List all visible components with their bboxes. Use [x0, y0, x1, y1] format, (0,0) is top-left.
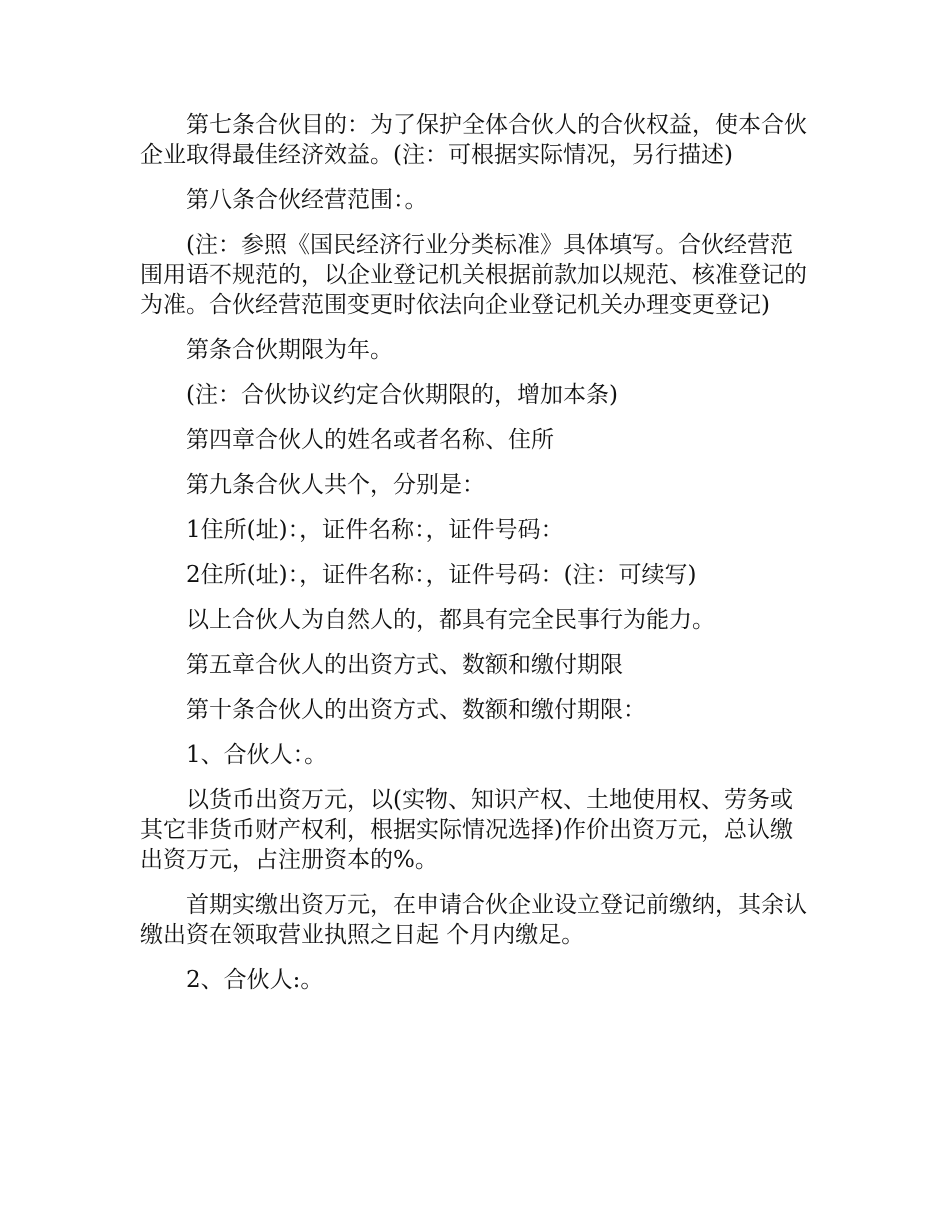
document-body: [140, 110, 812, 1010]
article-8-business-scope: 第八条合伙经营范围：。: [186, 187, 428, 213]
chapter-5-heading: 第五章合伙人的出资方式、数额和缴付期限: [186, 652, 623, 678]
natural-person-capacity: 以上合伙人为自然人的，都具有完全民事行为能力。: [186, 607, 715, 633]
article-7-purpose: 第七条合伙目的：为了保护全体合伙人的合伙权益，使本合伙企业取得最佳经济效益。(注：可根据实际情况，另行描述): [140, 112, 807, 168]
contribution-amount-clause: 以货币出资万元，以(实物、知识产权、土地使用权、劳务或其它非货币财产权利，根据实际情况选择)作价出资万元，总认缴出资万元，占注册资本的%。: [140, 787, 793, 873]
partner-1-info: 1住所(址)：，证件名称：，证件号码：: [186, 517, 564, 543]
first-payment-clause: 首期实缴出资万元，在申请合伙企业设立登记前缴纳，其余认缴出资在领取营业执照之日起 个月内缴足。: [140, 892, 807, 948]
contribution-partner-1: 1、合伙人：。: [186, 742, 328, 768]
article-10-contribution: 第十条合伙人的出资方式、数额和缴付期限：: [186, 697, 646, 723]
article-partnership-term: 第条合伙期限为年。: [186, 337, 393, 363]
chapter-4-heading: 第四章合伙人的姓名或者名称、住所: [186, 427, 554, 453]
business-scope-note: (注：参照《国民经济行业分类标准》具体填写。合伙经营范围用语不规范的，以企业登记机关根据前款加以规范、核准登记的为准。合伙经营范围变更时依法向企业登记机关办理变更登记): [140, 232, 807, 318]
partner-2-info: 2住所(址)：，证件名称：，证件号码：(注：可续写): [186, 562, 697, 588]
article-9-partners: 第九条合伙人共个，分别是：: [186, 472, 485, 498]
contribution-partner-2: 2、合伙人:。: [186, 967, 324, 993]
partnership-term-note: (注：合伙协议约定合伙期限的，增加本条): [186, 382, 618, 408]
